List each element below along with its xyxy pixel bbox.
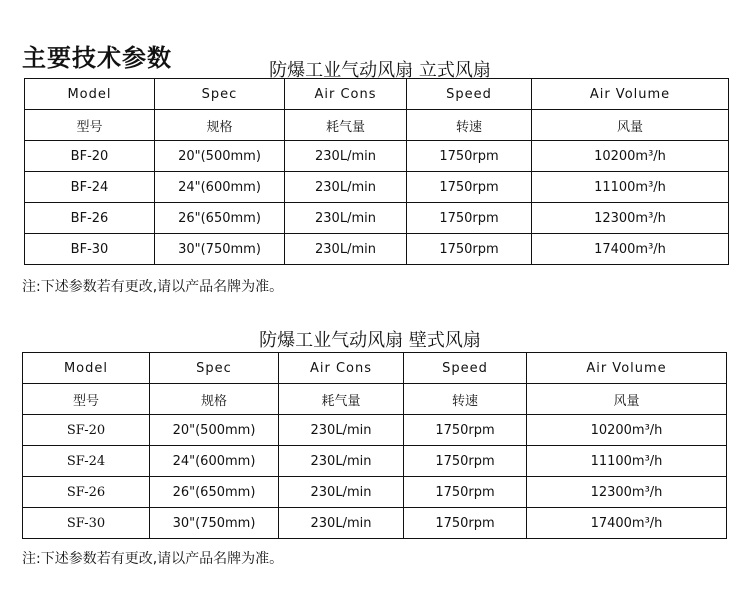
header-spec-cn: 规格 — [150, 384, 279, 415]
header-air-cons: Air Cons — [285, 79, 407, 110]
cell-air-volume: 10200m³/h — [527, 415, 727, 446]
header-model-cn: 型号 — [23, 384, 150, 415]
cell-model: BF-24 — [25, 172, 155, 203]
table-row — [25, 234, 729, 265]
header-speed-cn: 转速 — [407, 110, 532, 141]
header-row-cn — [23, 384, 727, 415]
cell-air-cons: 230L/min — [279, 415, 404, 446]
header-model-cn: 型号 — [25, 110, 155, 141]
header-air-cons-cn: 耗气量 — [279, 384, 404, 415]
header-row-cn — [25, 110, 729, 141]
cell-speed: 1750rpm — [404, 415, 527, 446]
header-speed: Speed — [407, 79, 532, 110]
cell-air-cons: 230L/min — [285, 203, 407, 234]
table1-note: 注:下述参数若有更改,请以产品名牌为准。 — [22, 279, 284, 295]
table-row — [25, 141, 729, 172]
cell-air-cons: 230L/min — [279, 446, 404, 477]
cell-model: SF-20 — [23, 415, 150, 446]
header-row-en — [25, 79, 729, 110]
cell-air-cons: 230L/min — [279, 477, 404, 508]
cell-spec: 26"(650mm) — [155, 203, 285, 234]
header-spec-cn: 规格 — [155, 110, 285, 141]
page-title: 主要技术参数 — [22, 43, 172, 72]
header-model: Model — [23, 353, 150, 384]
cell-spec: 20"(500mm) — [155, 141, 285, 172]
spec-table-standing-fan — [24, 78, 729, 265]
table-row — [25, 172, 729, 203]
header-spec: Spec — [150, 353, 279, 384]
header-speed-cn: 转速 — [404, 384, 527, 415]
table-row — [23, 477, 727, 508]
header-spec: Spec — [155, 79, 285, 110]
table-row — [23, 446, 727, 477]
cell-model: BF-30 — [25, 234, 155, 265]
cell-speed: 1750rpm — [404, 477, 527, 508]
cell-speed: 1750rpm — [407, 141, 532, 172]
header-air-volume: Air Volume — [527, 353, 727, 384]
cell-air-volume: 11100m³/h — [532, 172, 729, 203]
header-speed: Speed — [404, 353, 527, 384]
cell-air-volume: 17400m³/h — [532, 234, 729, 265]
cell-speed: 1750rpm — [407, 203, 532, 234]
cell-speed: 1750rpm — [407, 234, 532, 265]
table2-note: 注:下述参数若有更改,请以产品名牌为准。 — [22, 551, 284, 567]
cell-spec: 26"(650mm) — [150, 477, 279, 508]
table2-title: 防爆工业气动风扇 壁式风扇 — [259, 330, 481, 351]
cell-speed: 1750rpm — [407, 172, 532, 203]
cell-spec: 30"(750mm) — [155, 234, 285, 265]
header-model: Model — [25, 79, 155, 110]
cell-air-volume: 11100m³/h — [527, 446, 727, 477]
cell-spec: 24"(600mm) — [150, 446, 279, 477]
cell-model: SF-24 — [23, 446, 150, 477]
cell-spec: 24"(600mm) — [155, 172, 285, 203]
cell-air-volume: 10200m³/h — [532, 141, 729, 172]
table-row — [23, 415, 727, 446]
table-row — [23, 508, 727, 539]
header-air-cons: Air Cons — [279, 353, 404, 384]
spec-table-wall-fan — [22, 352, 727, 539]
cell-model: BF-20 — [25, 141, 155, 172]
cell-air-cons: 230L/min — [285, 141, 407, 172]
cell-speed: 1750rpm — [404, 446, 527, 477]
cell-spec: 30"(750mm) — [150, 508, 279, 539]
table1-title: 防爆工业气动风扇 立式风扇 — [269, 60, 491, 81]
header-row-en — [23, 353, 727, 384]
cell-air-cons: 230L/min — [285, 172, 407, 203]
header-air-cons-cn: 耗气量 — [285, 110, 407, 141]
cell-air-cons: 230L/min — [279, 508, 404, 539]
table-row — [25, 203, 729, 234]
cell-air-cons: 230L/min — [285, 234, 407, 265]
cell-speed: 1750rpm — [404, 508, 527, 539]
cell-air-volume: 17400m³/h — [527, 508, 727, 539]
cell-spec: 20"(500mm) — [150, 415, 279, 446]
cell-model: SF-30 — [23, 508, 150, 539]
cell-air-volume: 12300m³/h — [527, 477, 727, 508]
cell-model: SF-26 — [23, 477, 150, 508]
cell-model: BF-26 — [25, 203, 155, 234]
header-air-volume-cn: 风量 — [527, 384, 727, 415]
header-air-volume-cn: 风量 — [532, 110, 729, 141]
header-air-volume: Air Volume — [532, 79, 729, 110]
cell-air-volume: 12300m³/h — [532, 203, 729, 234]
